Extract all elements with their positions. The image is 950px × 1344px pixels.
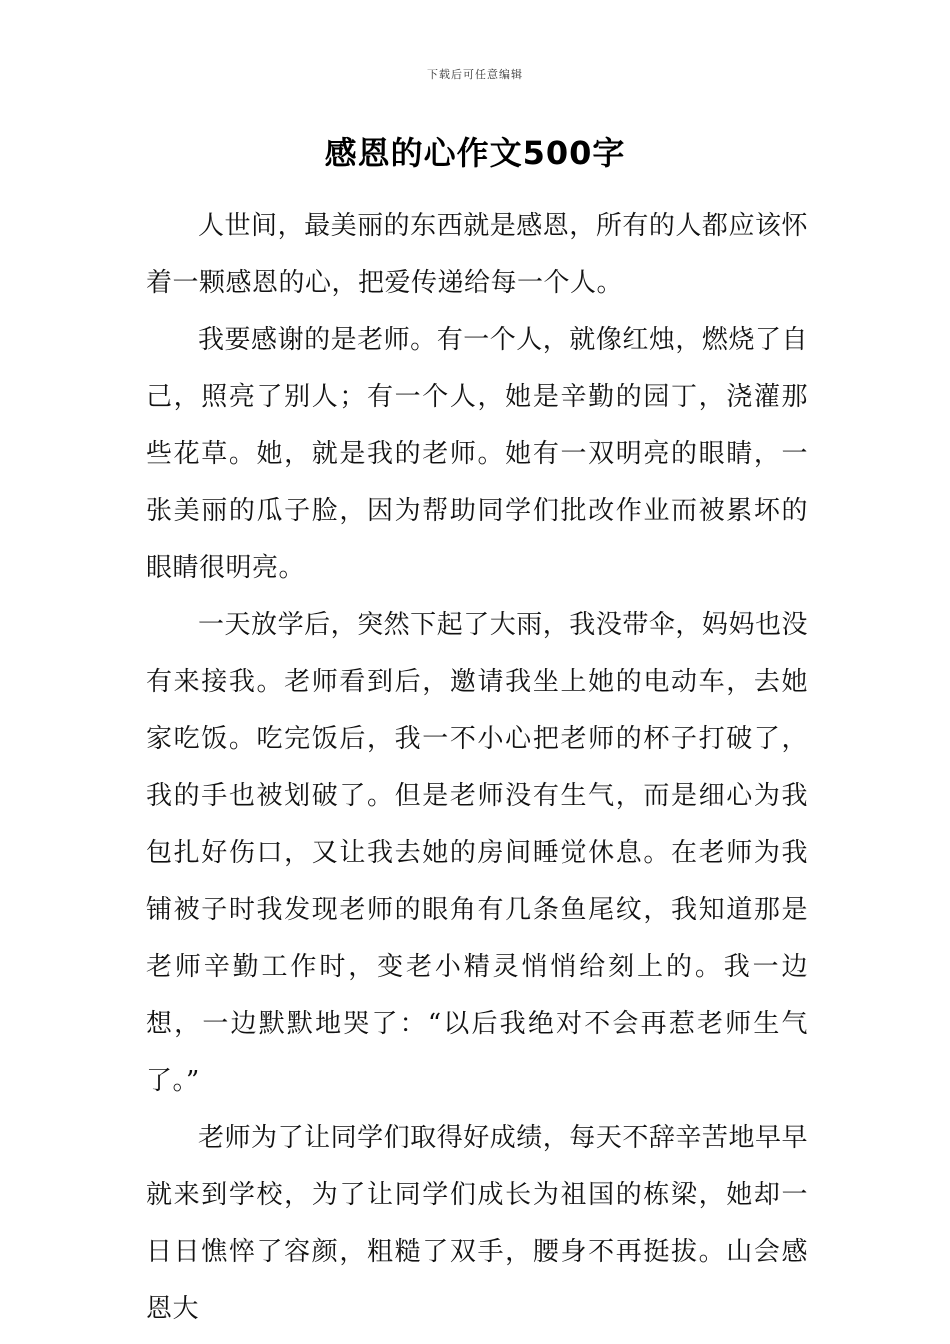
page-title: 感恩的心作文500字 — [324, 134, 626, 172]
header-note: 下载后可任意编辑 — [427, 68, 523, 81]
paragraph-1: 人世间，最美丽的东西就是感恩，所有的人都应该怀着一颗感恩的心，把爱传递给每一个人。 — [146, 211, 808, 298]
essay-body — [146, 198, 808, 1338]
paragraph-2: 我要感谢的是老师。有一个人，就像红烛，燃烧了自己，照亮了别人；有一个人，她是辛勤的园丁，浇灌那些花草。她，就是我的老师。她有一双明亮的眼睛，一张美丽的瓜子脸，因为帮助同学们批改作业而被累坏的眼睛很明亮。 — [146, 325, 808, 583]
paragraph-3: 一天放学后，突然下起了大雨，我没带伞，妈妈也没有来接我。老师看到后，邀请我坐上她的电动车，去她家吃饭。吃完饭后，我一不小心把老师的杯子打破了，我的手也被划破了。但是老师没有生气，而是细心为我包扎好伤口，又让我去她的房间睡觉休息。在老师为我铺被子时我发现老师的眼角有几条鱼尾纹，我知道那是老师辛勤工作时，变老小精灵悄悄给刻上的。我一边想，一边默默地哭了：“以后我绝对不会再惹老师生气了。” — [146, 610, 808, 1096]
paragraph-4: 老师为了让同学们取得好成绩，每天不辞辛苦地早早就来到学校，为了让同学们成长为祖国的栋梁，她却一日日憔悴了容颜，粗糙了双手，腰身不再挺拔。山会感恩大 — [146, 1123, 808, 1324]
